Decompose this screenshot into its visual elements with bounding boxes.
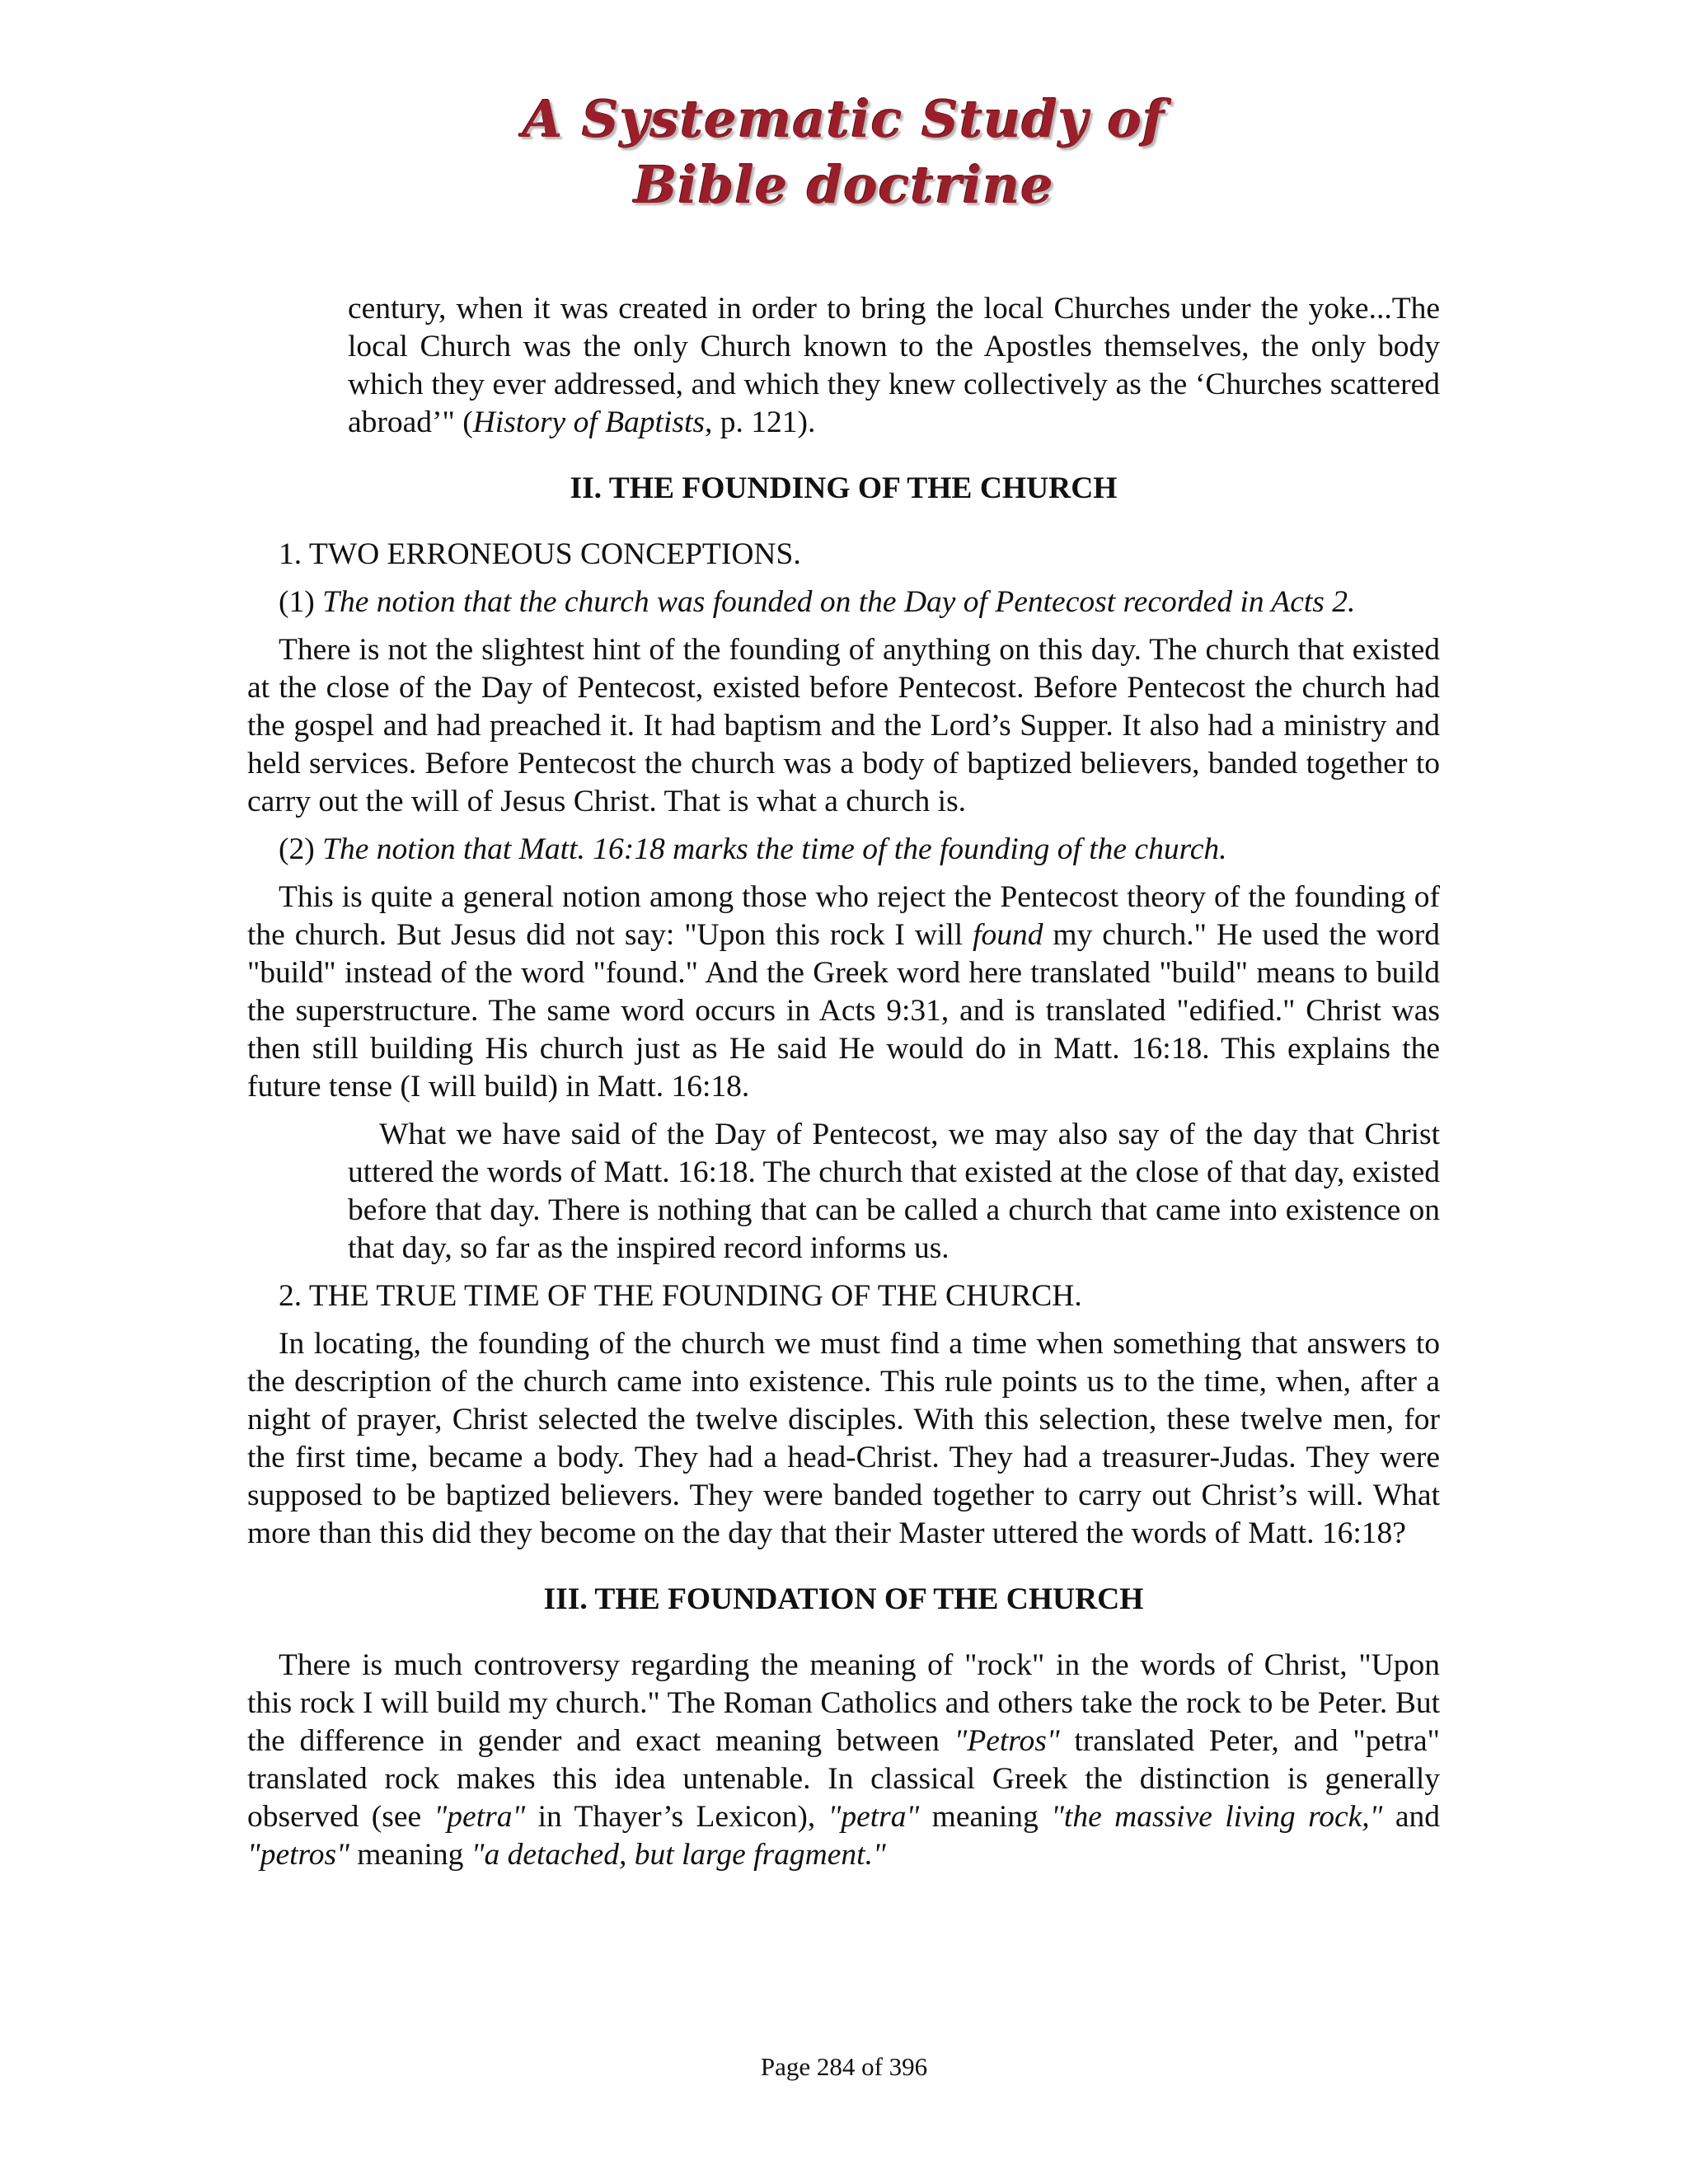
emphasis-found: found bbox=[973, 918, 1043, 952]
rock-text-d: meaning bbox=[919, 1800, 1052, 1834]
point-2-heading bbox=[247, 831, 1440, 869]
subheading-erroneous-conceptions: 1. TWO ERRONEOUS CONCEPTIONS. bbox=[279, 537, 801, 571]
rock-text-f: meaning bbox=[349, 1838, 471, 1872]
book-title-banner bbox=[0, 87, 1688, 218]
point-1-title: The notion that the church was founded on the Day of Pentecost recorded in Acts 2. bbox=[322, 585, 1356, 619]
paragraph-pentecost: There is not the slightest hint of the founding of anything on this day. The church that existed at the close of the Day of Pentecost, existed before Pentecost. Before Pentecost the church had the gospel and had preached it. It had baptism and the Lord’s Supper. It also had a ministry and held services. Before Pentecost the church was a body of baptized believers, banded together to carry out the will of Jesus Christ. That is what a church is. bbox=[247, 633, 1440, 818]
quote-text: century, when it was created in order to bring the local Churches under the yoke...The local Church was the only Church known to the Apostles themselves, the only body which they ever addressed, and which they knew collectively as the ‘Churches scattered abroad’" ( bbox=[348, 292, 1440, 439]
term-petros: "Petros" bbox=[954, 1724, 1060, 1758]
rock-text-e: and bbox=[1382, 1800, 1440, 1834]
subheading-true-time: 2. THE TRUE TIME OF THE FOUNDING OF THE CHURCH. bbox=[279, 1279, 1082, 1313]
rock-text-c: in Thayer’s Lexicon), bbox=[525, 1800, 828, 1834]
rock-text-a: There is much controversy regarding the meaning of "rock" in the words of Christ, "Upon this rock I will build my church." The Roman Catholics and others take the rock to be Peter. But the difference in gender and exact meaning between bbox=[247, 1648, 1440, 1758]
point-1-heading bbox=[247, 583, 1440, 621]
section-heading-founding: II. THE FOUNDING OF THE CHURCH bbox=[570, 471, 1118, 505]
term-petros-2: "petros" bbox=[247, 1838, 349, 1872]
point-2-number: (2) bbox=[279, 832, 323, 866]
definition-massive-rock: "the massive living rock," bbox=[1051, 1800, 1383, 1834]
point-2-title: The notion that Matt. 16:18 marks the time of the founding of the church. bbox=[322, 832, 1227, 866]
book-title-line-1: A Systematic Study of bbox=[523, 89, 1165, 149]
paragraph-matthew-text-a: This is quite a general notion among those who reject the Pentecost theory of the founding of the church. But Jesus did not say: "Upon this rock I will bbox=[247, 880, 1440, 952]
rock-text-b: translated Peter, and "petra" translated rock makes this idea untenable. In classical Greek the distinction is generally observed (see bbox=[247, 1724, 1440, 1834]
indented-paragraph-day: What we have said of the Day of Pentecost, we may also say of the day that Christ uttered the words of Matt. 16:18. The church that existed at the close of that day, existed before that day. There is nothing that can be called a church that came into existence on that day, so far as the inspired record informs us. bbox=[348, 1118, 1440, 1265]
paragraph-matthew bbox=[247, 879, 1440, 1106]
paragraph-true-time: In locating, the founding of the church we must find a time when something that answers to the description of the church came into existence. This rule points us to the time, when, after a night of prayer, Christ selected the twelve disciples. With this selection, these twelve men, for the first time, became a body. They had a head-Christ. They had a treasurer-Judas. They were supposed to be baptized believers. They were banded together to carry out Christ’s will. What more than this did they become on the day that their Master uttered the words of Matt. 16:18? bbox=[247, 1327, 1440, 1550]
paragraph-rock bbox=[247, 1647, 1440, 1874]
page-body bbox=[247, 290, 1440, 1874]
quote-continuation bbox=[348, 290, 1440, 442]
quote-source-title: History of Baptists bbox=[472, 405, 705, 439]
page-number: Page 284 of 396 bbox=[760, 2052, 928, 2081]
quote-source-page: , p. 121). bbox=[704, 405, 816, 439]
point-1-number: (1) bbox=[279, 585, 323, 619]
term-petra: "petra" bbox=[434, 1800, 526, 1834]
definition-fragment: "a detached, but large fragment." bbox=[471, 1838, 886, 1872]
book-title-line-2: Bible doctrine bbox=[634, 155, 1054, 215]
term-petra-2: "petra" bbox=[828, 1800, 920, 1834]
section-heading-foundation: III. THE FOUNDATION OF THE CHURCH bbox=[543, 1582, 1144, 1616]
paragraph-matthew-text-b: my church." He used the word "build" instead of the word "found." And the Greek word here translated "build" means to build the superstructure. The same word occurs in Acts 9:31, and is translated "edified." Christ was then still building His church just as He said He would do in Matt. 16:18. This explains the future tense (I will build) in Matt. 16:18. bbox=[247, 918, 1440, 1104]
